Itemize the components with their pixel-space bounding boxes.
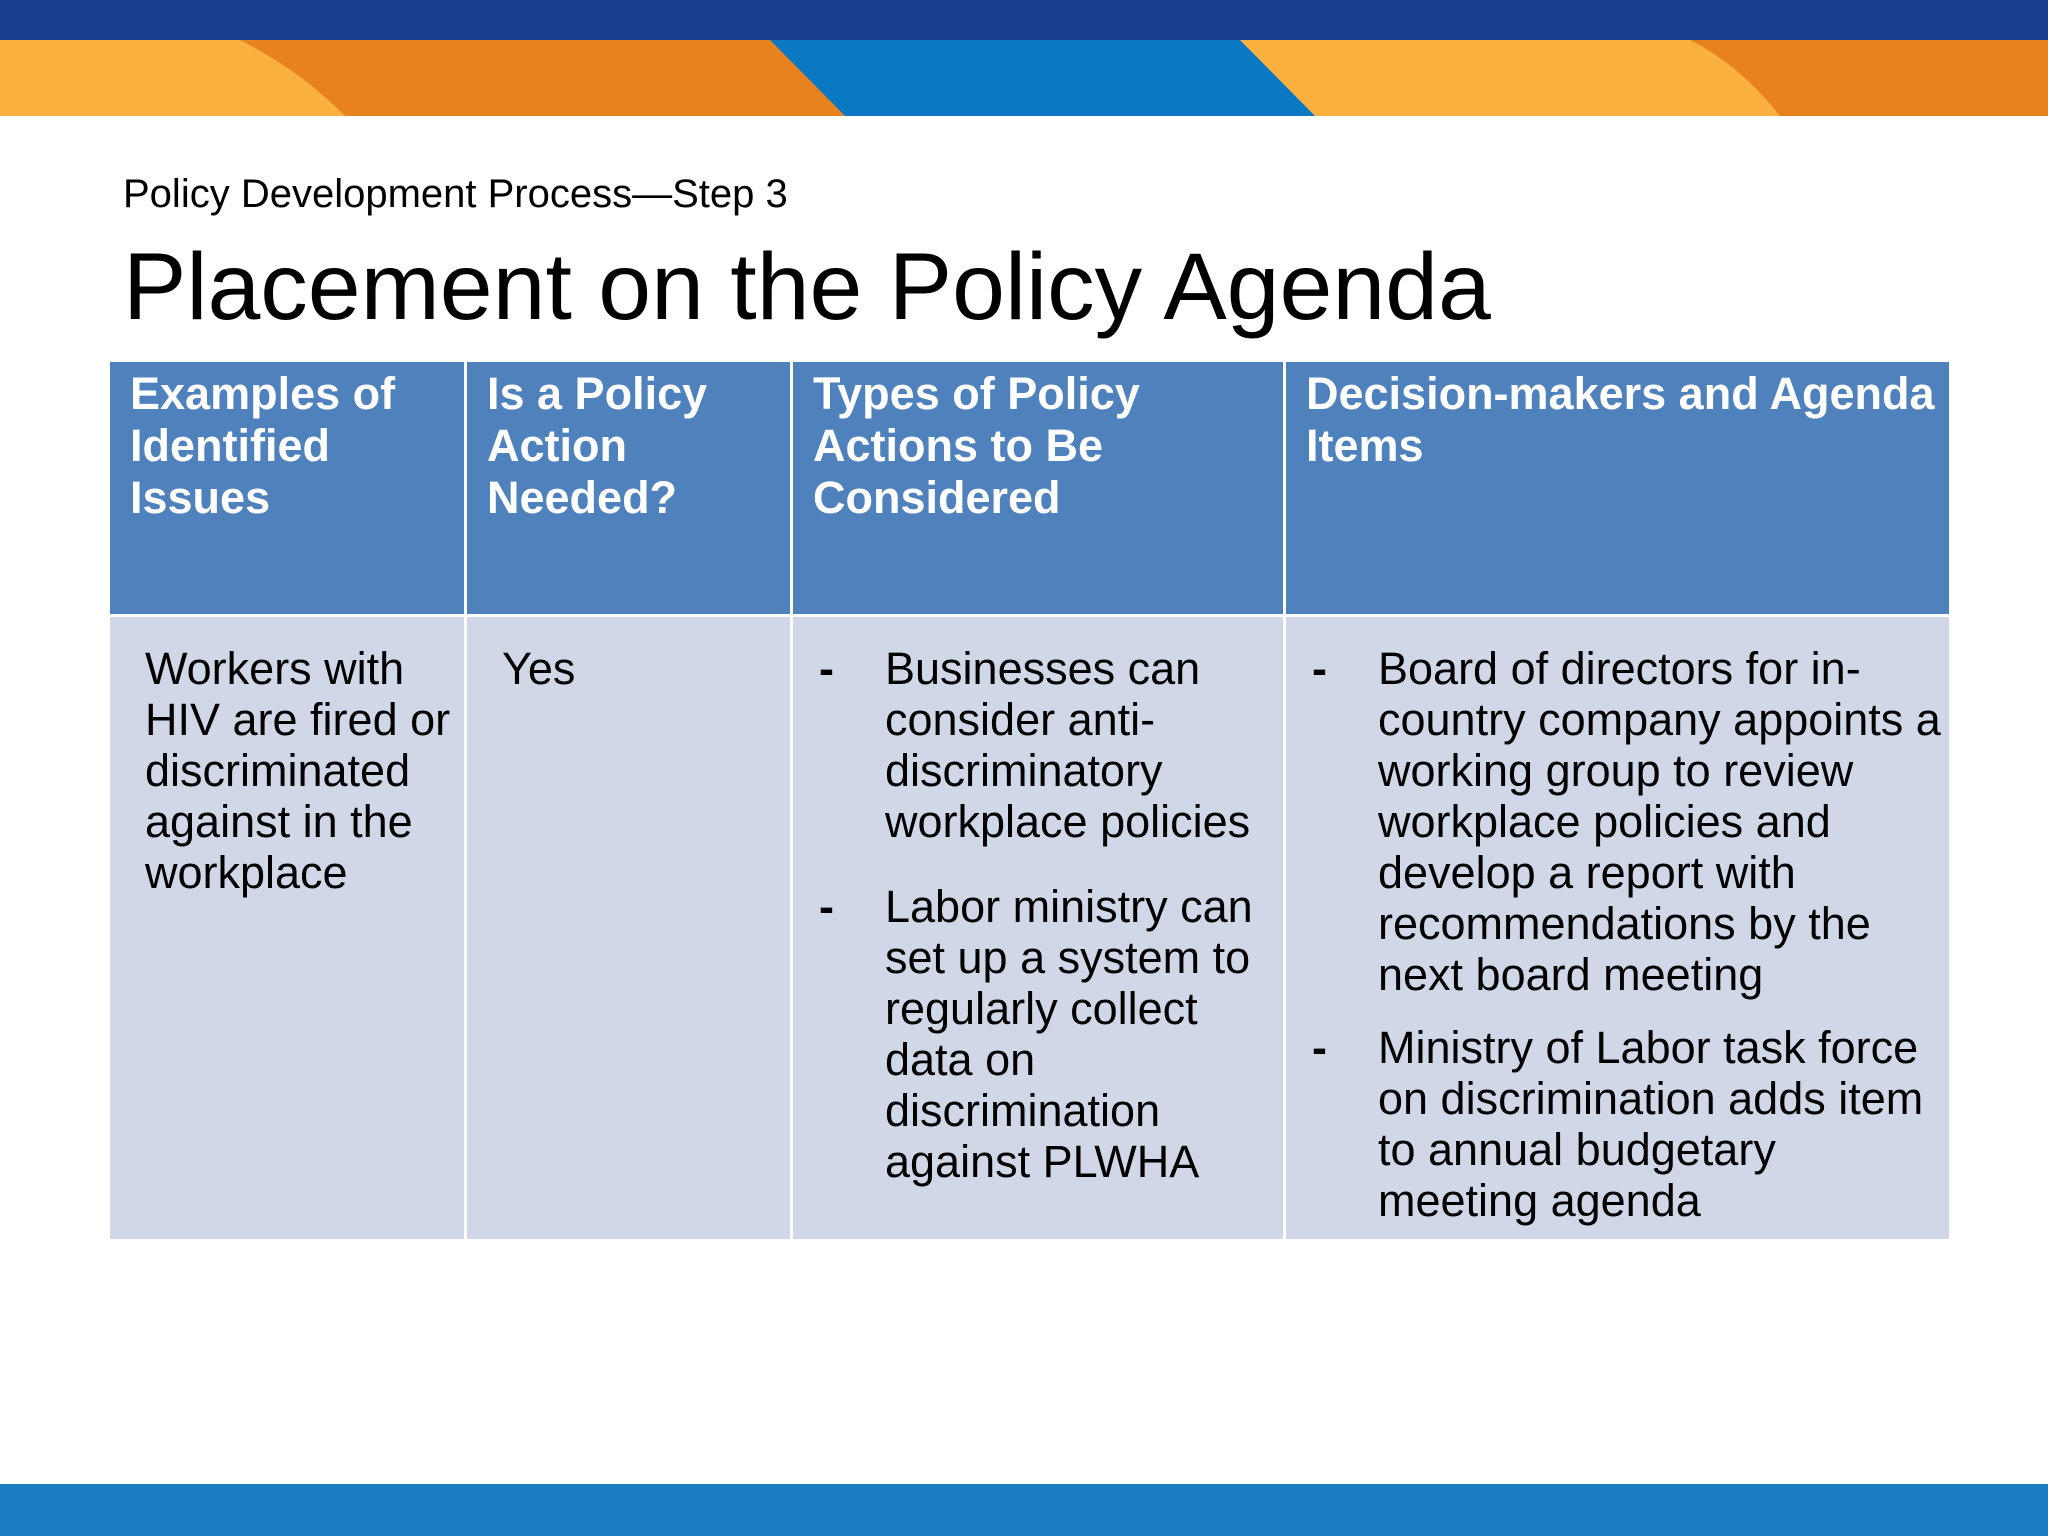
header-decision-makers: Decision-makers and Agenda Items	[1285, 361, 1951, 616]
top-decorative-band	[0, 0, 2048, 116]
header-types-of-policy-actions: Types of Policy Actions to Be Considered	[792, 361, 1285, 616]
slide-eyebrow: Policy Development Process—Step 3	[123, 172, 788, 216]
bullet-dash: -	[819, 881, 834, 932]
decision-item-text: Ministry of Labor task force on discrimination adds item to annual budgetary meeting agenda	[1378, 1022, 1924, 1226]
decision-item-text: Board of directors for in-country company appoints a working group to review workplace policies and develop a report with recommendations by the next board meeting	[1378, 643, 1941, 1000]
list-item	[819, 881, 1277, 1187]
cell-policy-actions	[792, 616, 1285, 1241]
list-item	[1312, 643, 1943, 1000]
bullet-dash: -	[819, 643, 834, 694]
cell-decision-makers	[1285, 616, 1951, 1241]
band-blue-swoosh	[770, 40, 1315, 116]
bottom-decorative-band	[0, 1484, 2048, 1536]
list-item	[819, 643, 1277, 847]
bullet-dash: -	[1312, 643, 1327, 694]
band-navy-strip	[0, 0, 2048, 40]
table-header-row	[109, 361, 1951, 616]
header-policy-action-needed: Is a Policy Action Needed?	[466, 361, 792, 616]
policy-action-text: Labor ministry can set up a system to regularly collect data on discrimination against PLWHA	[885, 881, 1253, 1187]
cell-identified-issue: Workers with HIV are fired or discriminated against in the workplace	[109, 616, 466, 1241]
policy-agenda-table	[107, 359, 1952, 1242]
slide-title: Placement on the Policy Agenda	[123, 234, 1491, 340]
bullet-dash: -	[1312, 1022, 1327, 1073]
table-row	[109, 616, 1951, 1241]
cell-action-needed: Yes	[466, 616, 792, 1241]
header-examples-of-issues: Examples of Identified Issues	[109, 361, 466, 616]
list-item	[1312, 1022, 1943, 1226]
policy-action-text: Businesses can consider anti-discriminatory workplace policies	[885, 643, 1251, 847]
